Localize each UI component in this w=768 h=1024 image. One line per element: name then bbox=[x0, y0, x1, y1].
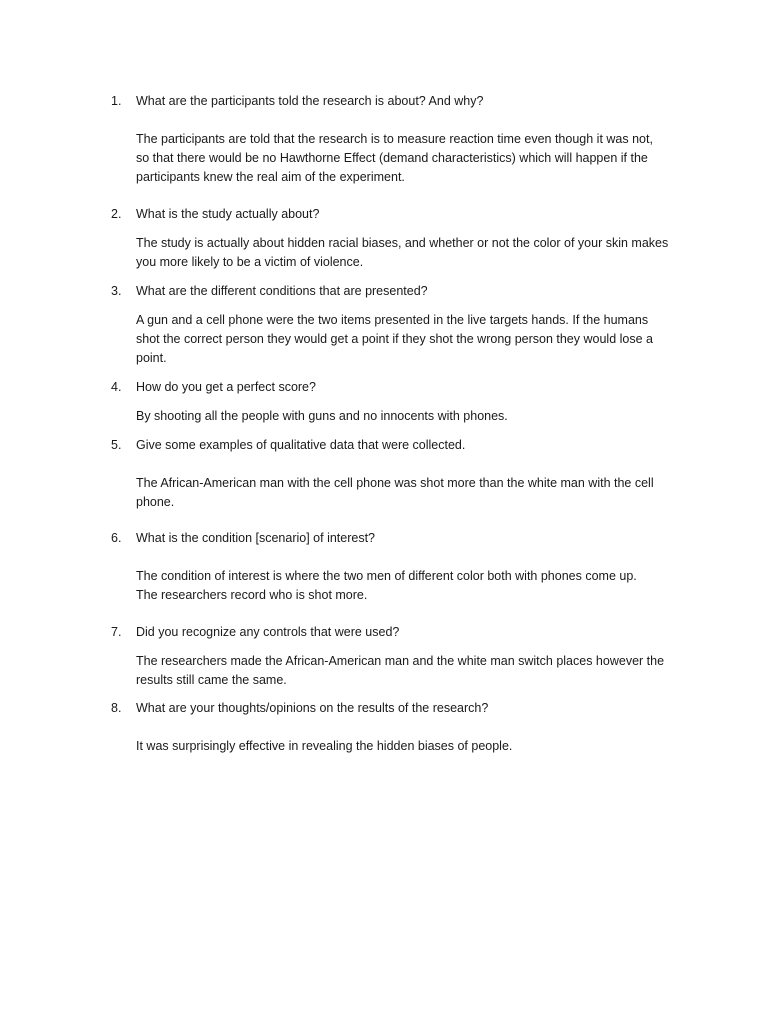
question-5 bbox=[0, 436, 768, 455]
answer-line: phone. bbox=[136, 495, 175, 509]
question-number: 5. bbox=[111, 438, 122, 452]
answer-7 bbox=[136, 652, 681, 690]
answer-line: The researchers record who is shot more. bbox=[136, 588, 368, 602]
answer-line: The participants are told that the research is to measure reaction time even though it was not, bbox=[136, 132, 653, 146]
answer-line: The study is actually about hidden racial biases, and whether or not the color of your skin makes bbox=[136, 236, 669, 250]
question-2 bbox=[0, 205, 768, 224]
answer-3 bbox=[136, 311, 681, 368]
question-text: What is the study actually about? bbox=[136, 207, 320, 221]
answer-line: The researchers made the African-American man and the white man switch places however the bbox=[136, 654, 665, 668]
question-number: 7. bbox=[111, 625, 122, 639]
question-1 bbox=[0, 92, 768, 111]
answer-5 bbox=[136, 474, 681, 512]
answer-2 bbox=[136, 234, 681, 272]
answer-line: The African-American man with the cell phone was shot more than the white man with the cell bbox=[136, 476, 654, 490]
answer-line: A gun and a cell phone were the two items presented in the live targets hands. If the humans bbox=[136, 313, 649, 327]
question-6 bbox=[0, 529, 768, 548]
question-3 bbox=[0, 282, 768, 301]
question-text: What are the participants told the research is about? And why? bbox=[136, 94, 484, 108]
question-number: 3. bbox=[111, 284, 122, 298]
answer-line: By shooting all the people with guns and no innocents with phones. bbox=[136, 409, 508, 423]
question-text: Did you recognize any controls that were used? bbox=[136, 625, 400, 639]
answer-line: shot the correct person they would get a point if they shot the wrong person they would lose a bbox=[136, 332, 653, 346]
answer-line: point. bbox=[136, 351, 167, 365]
question-number: 8. bbox=[111, 701, 122, 715]
answer-1 bbox=[136, 130, 681, 187]
answer-line: participants knew the real aim of the experiment. bbox=[136, 170, 405, 184]
question-text: What are the different conditions that are presented? bbox=[136, 284, 428, 298]
question-text: How do you get a perfect score? bbox=[136, 380, 316, 394]
answer-line: results still came the same. bbox=[136, 673, 287, 687]
answer-6 bbox=[136, 567, 681, 605]
answer-line: you more likely to be a victim of violence. bbox=[136, 255, 364, 269]
question-number: 4. bbox=[111, 380, 122, 394]
answer-line: The condition of interest is where the two men of different color both with phones come up. bbox=[136, 569, 637, 583]
question-number: 6. bbox=[111, 531, 122, 545]
question-8 bbox=[0, 699, 768, 718]
question-text: What is the condition [scenario] of interest? bbox=[136, 531, 376, 545]
question-number: 1. bbox=[111, 94, 122, 108]
answer-line: so that there would be no Hawthorne Effect (demand characteristics) which will happen if the bbox=[136, 151, 648, 165]
answer-4 bbox=[136, 407, 681, 426]
question-text: What are your thoughts/opinions on the results of the research? bbox=[136, 701, 489, 715]
question-7 bbox=[0, 623, 768, 642]
answer-line: It was surprisingly effective in revealing the hidden biases of people. bbox=[136, 739, 513, 753]
answer-8 bbox=[136, 737, 681, 756]
question-text: Give some examples of qualitative data that were collected. bbox=[136, 438, 466, 452]
question-4 bbox=[0, 378, 768, 397]
question-number: 2. bbox=[111, 207, 122, 221]
